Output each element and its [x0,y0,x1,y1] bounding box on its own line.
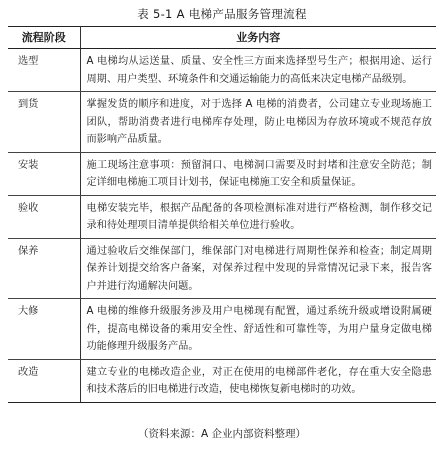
source-note: （资料来源：A 企业内部资料整理） [137,428,307,440]
header-stage: 流程阶段 [8,27,80,49]
content-cell: A 电梯的维修升级服务涉及用户电梯现有配置，通过系统升级或增设附属硬件，提高电梯设备的乘用安全性、舒适性和可靠性等，为用户量身定做电梯功能修理升级服务产品。 [80,299,436,360]
table-row [8,195,436,238]
content-cell: 电梯安装完毕，根据产品配备的各项检测标准对进行严格检测，制作移交记录和待处理项目清单提供给相关单位进行验收。 [80,195,436,238]
table-row [8,359,436,402]
content-cell: 施工现场注意事项：预留洞口、电梯洞口需要及时封堵和注意安全防范；制定详细电梯施工项目计划书，保证电梯施工安全和质量保证。 [80,152,436,195]
stage-cell: 保养 [8,238,80,299]
stage-cell: 到货 [8,92,80,153]
stage-cell: 安装 [8,152,80,195]
table-row [8,92,436,153]
stage-cell: 验收 [8,195,80,238]
table-row [8,152,436,195]
stage-cell: 大修 [8,299,80,360]
table-row [8,49,436,92]
table-header-row [8,27,436,49]
content-cell: 建立专业的电梯改造企业，对正在使用的电梯部件老化，存在重大安全隐患和技术落后的旧电梯进行改造，使电梯恢复新电梯时的功效。 [80,359,436,402]
header-content: 业务内容 [80,27,436,49]
content-cell: 通过验收后交维保部门，维保部门对电梯进行周期性保养和检查；制定周期保养计划提交给客户备案，对保养过程中发现的异常情况记录下来，报告客户并进行沟通解决问题。 [80,238,436,299]
content-cell: A 电梯均从运送量、质量、安全性三方面来选择型号生产；根据用途、运行周期、用户类型、环境条件和交通运输能力的高低来决定电梯产品级别。 [80,49,436,92]
table-row [8,299,436,360]
stage-cell: 改造 [8,359,80,402]
stage-cell: 选型 [8,49,80,92]
process-table [8,26,436,403]
table-caption: 表 5-1 A 电梯产品服务管理流程 [137,7,307,21]
content-cell: 掌握发货的顺序和进度，对于选择 A 电梯的消费者，公司建立专业现场施工团队，帮助消费者进行电梯库存处理，防止电梯因为存放环境或不规范存放而影响产品质量。 [80,92,436,153]
table-row [8,238,436,299]
